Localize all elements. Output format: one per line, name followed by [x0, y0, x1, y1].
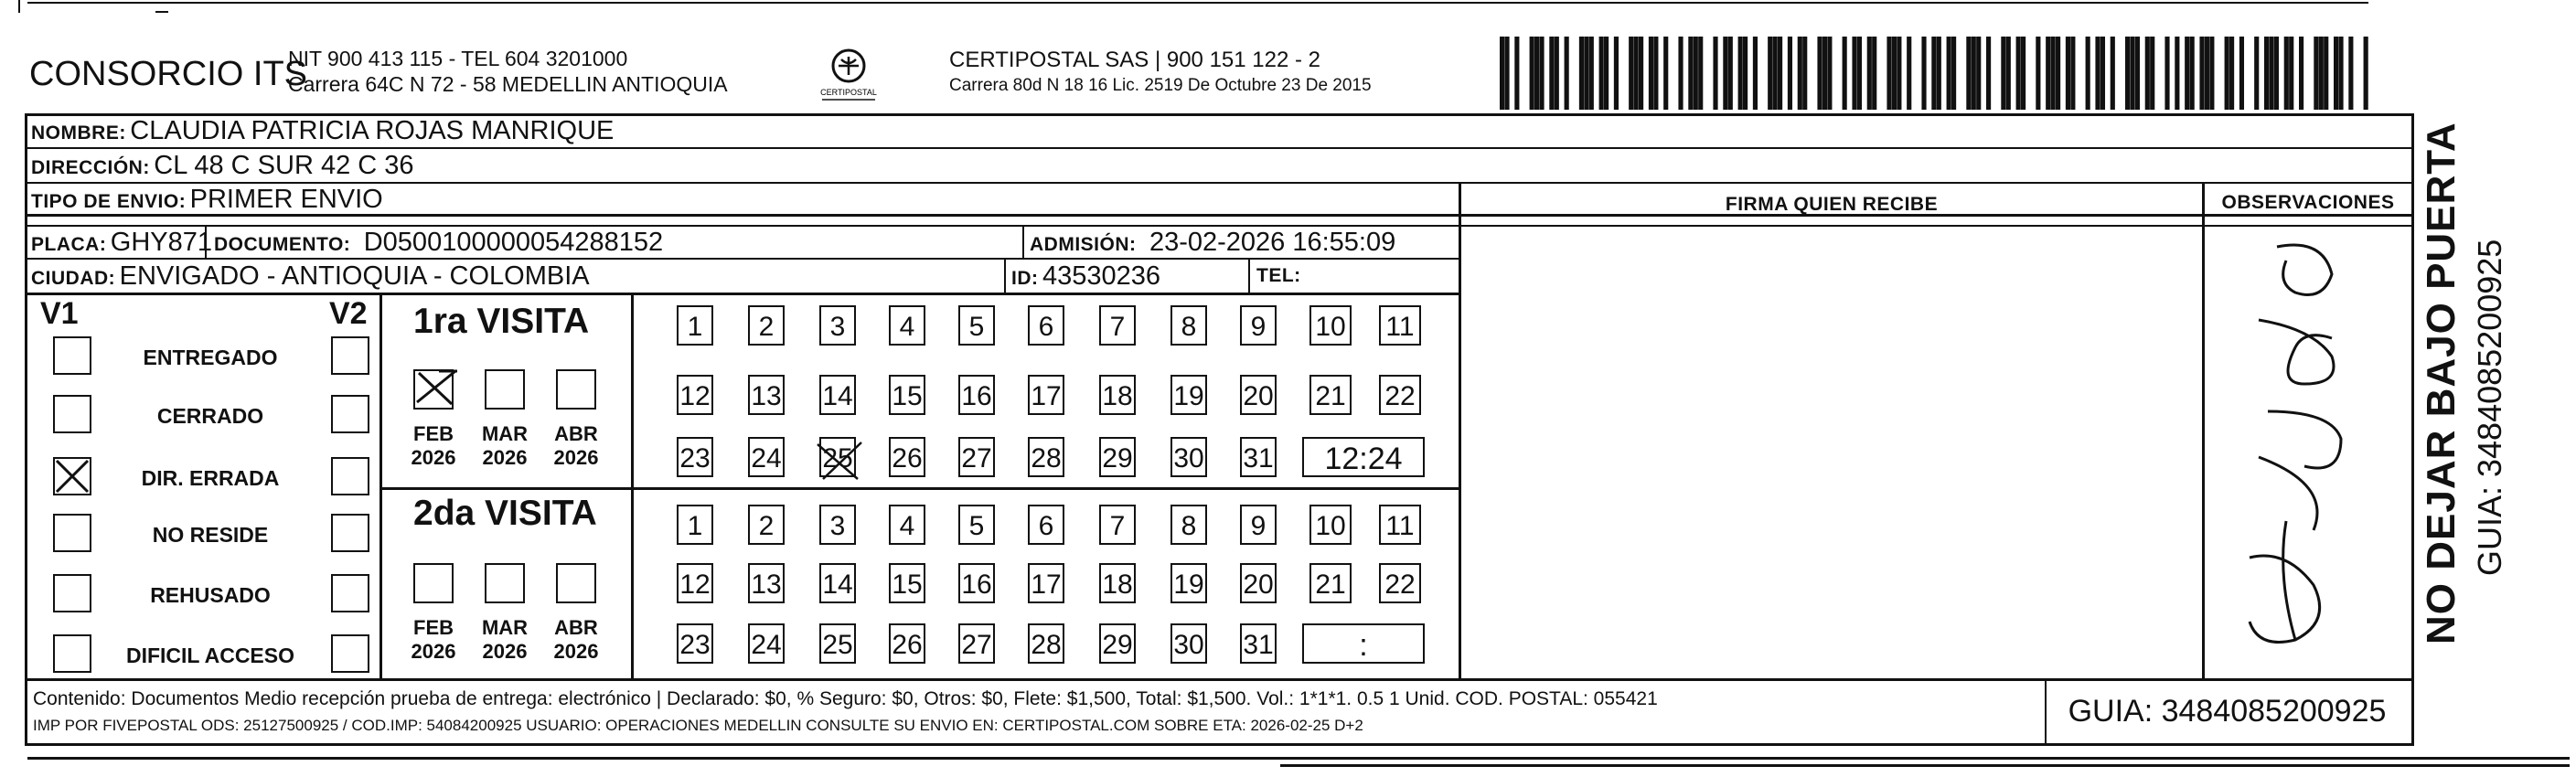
barcode-bar — [1614, 37, 1619, 110]
handwritten-signature — [2222, 229, 2405, 676]
placa-cell — [31, 228, 212, 258]
barcode-bar — [1986, 37, 1991, 110]
barcode-bar — [2016, 37, 2021, 110]
barcode-bar — [2299, 37, 2303, 110]
second-day-box[interactable]: 10 — [1309, 505, 1352, 545]
first-day-box[interactable]: 22 — [1379, 375, 1421, 415]
barcode-bar — [1555, 37, 1559, 110]
month-checkbox[interactable] — [485, 563, 525, 603]
barcode-bar — [1688, 37, 1693, 110]
barcode-bar — [2006, 37, 2011, 110]
barcode-bar — [1907, 37, 1911, 110]
documento-value: D0500100000054288152 — [363, 228, 664, 257]
barcode-bar — [1549, 37, 1554, 110]
barcode-bar — [2284, 37, 2289, 110]
first-time-box[interactable]: 12:24 — [1302, 437, 1425, 477]
barcode-bar — [2070, 37, 2075, 110]
first-day-box[interactable]: 14 — [819, 375, 856, 415]
barcode-bar — [1539, 37, 1544, 110]
grid-line — [1459, 182, 1461, 680]
first-day-box[interactable]: 30 — [1170, 437, 1207, 477]
barcode-bar — [1584, 37, 1588, 110]
barcode-bar — [2289, 37, 2293, 110]
second-visit-title: 2da VISITA — [413, 494, 597, 533]
grid-line — [25, 293, 1460, 295]
second-day-box[interactable]: 22 — [1379, 563, 1421, 603]
barcode-bar — [2001, 37, 2005, 110]
barcode-bar — [2209, 37, 2214, 110]
barcode-bar — [1852, 37, 1856, 110]
barcode-bar — [1589, 37, 1594, 110]
placa-value: GHY871 — [110, 228, 213, 257]
barcode-bar — [1639, 37, 1643, 110]
first-day-box[interactable]: 1 — [677, 305, 713, 346]
v2-label: V2 — [329, 296, 368, 331]
barcode-bar — [2185, 37, 2189, 110]
barcode-bar — [2046, 37, 2050, 110]
second-day-box[interactable]: 1 — [677, 505, 713, 545]
barcode-bar — [2348, 37, 2353, 110]
second-day-box[interactable]: 2 — [748, 505, 785, 545]
barcode-bar — [1788, 37, 1792, 110]
first-day-box[interactable]: 8 — [1170, 305, 1207, 346]
id-label: ID: — [1011, 268, 1039, 289]
first-day-box[interactable]: 27 — [958, 437, 995, 477]
side-guia: GUIA: 3484085200925 — [2471, 239, 2508, 576]
barcode-bar — [2036, 37, 2040, 110]
scan-edge — [1280, 764, 2570, 767]
barcode-bar — [1663, 37, 1668, 110]
barcode-bar — [2145, 37, 2150, 110]
first-day-box[interactable]: 2 — [748, 305, 785, 346]
barcode-bar — [1947, 37, 1951, 110]
barcode-bar — [2130, 37, 2134, 110]
second-day-box[interactable]: 18 — [1099, 563, 1136, 603]
barcode-bar — [1843, 37, 1847, 110]
second-day-box[interactable]: 6 — [1028, 505, 1064, 545]
barcode-bar — [2264, 37, 2269, 110]
second-day-box[interactable]: 23 — [677, 623, 713, 664]
second-day-box[interactable]: 26 — [889, 623, 925, 664]
barcode-bar — [1817, 37, 1822, 110]
barcode-bar — [1743, 37, 1748, 110]
dir-errada-check-mark — [53, 457, 91, 495]
first-day-box[interactable]: 26 — [889, 437, 925, 477]
barcode-bar — [2066, 37, 2070, 110]
barcode-bar — [2269, 37, 2273, 110]
option-label: NO RESIDE — [152, 523, 269, 547]
barcode-bar — [2225, 37, 2229, 110]
option-label: ENTREGADO — [143, 346, 278, 369]
barcode-bar — [1887, 37, 1891, 110]
top-rule — [27, 2, 2368, 4]
company-info — [288, 46, 728, 97]
ciudad-value: ENVIGADO - ANTIOQUIA - COLOMBIA — [119, 261, 590, 291]
grid-line — [1248, 258, 1250, 293]
second-day-box[interactable]: 21 — [1309, 563, 1352, 603]
first-day-box[interactable]: 11 — [1379, 305, 1421, 346]
ciudad-cell — [31, 261, 590, 292]
grid-line — [1022, 225, 1024, 258]
side-warning: NO DEJAR BAJO PUERTA — [2419, 122, 2464, 644]
feb-check-mark — [412, 364, 466, 411]
month-checkbox[interactable] — [413, 563, 454, 603]
barcode-bar — [1937, 37, 1941, 110]
first-day-box[interactable]: 13 — [748, 375, 785, 415]
grid-line — [631, 293, 634, 678]
second-day-box[interactable]: 28 — [1028, 623, 1064, 664]
first-day-box[interactable]: 5 — [958, 305, 995, 346]
month-label: FEB — [413, 422, 454, 445]
barcode-bar — [1822, 37, 1827, 110]
barcode-bar — [1713, 37, 1717, 110]
first-day-box[interactable]: 3 — [819, 305, 856, 346]
id-cell — [1011, 261, 1160, 292]
barcode-bar — [1802, 37, 1807, 110]
tipo-envio-row — [31, 185, 383, 215]
certipostal-logo — [817, 46, 881, 102]
option-label: DIR. ERRADA — [141, 466, 280, 490]
grid-line — [25, 225, 1460, 227]
barcode-bar — [2164, 37, 2169, 110]
second-time-box[interactable]: : — [1302, 623, 1425, 664]
barcode-bar — [1738, 37, 1743, 110]
barcode-bar — [1504, 37, 1509, 110]
grid-line — [1004, 258, 1006, 293]
admision-value: 23-02-2026 16:55:09 — [1149, 228, 1396, 257]
grid-line — [25, 147, 2411, 149]
barcode-bar — [1872, 37, 1876, 110]
barcode-bar — [2229, 37, 2234, 110]
id-value: 43530236 — [1042, 261, 1160, 291]
barcode-bar — [2199, 37, 2204, 110]
second-day-box[interactable]: 20 — [1240, 563, 1277, 603]
grid-line — [25, 113, 27, 746]
admision-cell — [1030, 228, 1395, 258]
year-label: 2026 — [411, 446, 456, 469]
second-day-box[interactable]: 14 — [819, 563, 856, 603]
first-day-box[interactable]: 25 — [819, 437, 856, 477]
month-label: MAR — [481, 422, 529, 445]
scan-mark — [155, 11, 168, 13]
barcode-bar — [1728, 37, 1733, 110]
first-day-box[interactable]: 23 — [677, 437, 713, 477]
nit-line: NIT 900 413 115 - TEL 604 3201000 — [288, 47, 628, 70]
year-label: 2026 — [553, 446, 599, 469]
company-name: CONSORCIO ITS — [29, 55, 308, 93]
second-day-box[interactable]: 11 — [1379, 505, 1421, 545]
placa-label: PLACA: — [31, 234, 107, 255]
barcode-bar — [1892, 37, 1897, 110]
second-day-box[interactable]: 19 — [1170, 563, 1207, 603]
second-day-box[interactable]: 29 — [1099, 623, 1136, 664]
first-day-box[interactable]: 16 — [958, 375, 995, 415]
barcode-bar — [1534, 37, 1539, 110]
courier-address: Carrera 80d N 18 16 Lic. 2519 De Octubre 23 De 2015 — [949, 76, 1372, 95]
month-checkbox[interactable] — [485, 369, 525, 410]
month-label: FEB — [413, 616, 454, 639]
grid-line — [25, 182, 2411, 184]
barcode-bar — [1753, 37, 1758, 110]
v1-checkbox[interactable] — [53, 336, 91, 375]
barcode-bar — [2095, 37, 2100, 110]
barcode-bar — [1778, 37, 1782, 110]
month-checkbox[interactable] — [556, 369, 596, 410]
barcode-bar — [1768, 37, 1772, 110]
barcode-bar — [1634, 37, 1639, 110]
direccion-row — [31, 151, 414, 181]
barcode-bar — [1951, 37, 1956, 110]
barcode — [1500, 37, 2368, 110]
barcode-bar — [2125, 37, 2130, 110]
barcode-bar — [2338, 37, 2343, 110]
second-day-box[interactable]: 17 — [1028, 563, 1064, 603]
first-day-box[interactable]: 4 — [889, 305, 925, 346]
barcode-bar — [1604, 37, 1609, 110]
contenido-line: Contenido: Documentos Medio recepción prueba de entrega: electrónico | Declarado: $0, % Seguro: $0, Otros: $0, Flete: $1,500, Total: $1,500. Vol.: 1*1*1. 0.5 1 Unid. COD. POSTAL: 055421 — [33, 688, 1658, 709]
tel-cell — [1256, 265, 1301, 287]
v2-checkbox[interactable] — [331, 457, 369, 495]
v1-checkbox[interactable] — [53, 514, 91, 552]
barcode-bar — [1565, 37, 1569, 110]
barcode-bar — [1649, 37, 1653, 110]
second-day-box[interactable]: 24 — [748, 623, 785, 664]
option-label: REHUSADO — [150, 583, 271, 607]
tipo-envio-label: TIPO DE ENVIO: — [31, 191, 187, 212]
first-day-box[interactable]: 17 — [1028, 375, 1064, 415]
first-day-box[interactable]: 21 — [1309, 375, 1352, 415]
second-day-box[interactable]: 27 — [958, 623, 995, 664]
v1-checkbox[interactable] — [53, 634, 91, 673]
second-day-box[interactable]: 16 — [958, 563, 995, 603]
tel-label: TEL: — [1256, 265, 1301, 286]
courier-line: CERTIPOSTAL SAS | 900 151 122 - 2 — [949, 48, 1320, 72]
second-day-box[interactable]: 25 — [819, 623, 856, 664]
v2-checkbox[interactable] — [331, 336, 369, 375]
month-checkbox[interactable] — [556, 563, 596, 603]
grid-line — [1461, 225, 2411, 227]
barcode-bar — [2056, 37, 2060, 110]
v2-checkbox[interactable] — [331, 514, 369, 552]
first-day-box[interactable]: 28 — [1028, 437, 1064, 477]
first-day-box[interactable]: 6 — [1028, 305, 1064, 346]
barcode-bar — [1653, 37, 1658, 110]
barcode-bar — [2021, 37, 2026, 110]
observaciones-header: OBSERVACIONES — [2221, 192, 2395, 213]
barcode-bar — [2111, 37, 2115, 110]
month-label: ABR — [554, 422, 598, 445]
second-day-box[interactable]: 30 — [1170, 623, 1207, 664]
barcode-bar — [2205, 37, 2209, 110]
barcode-bar — [1773, 37, 1778, 110]
second-day-box[interactable]: 8 — [1170, 505, 1207, 545]
barcode-bar — [1857, 37, 1862, 110]
barcode-bar — [2334, 37, 2338, 110]
barcode-bar — [2135, 37, 2140, 110]
grid-line — [2411, 113, 2414, 746]
grid-line — [25, 678, 2411, 681]
barcode-bar — [2319, 37, 2324, 110]
first-day-box[interactable]: 15 — [889, 375, 925, 415]
direccion-label: DIRECCIÓN: — [31, 157, 150, 178]
first-day-box[interactable]: 20 — [1240, 375, 1277, 415]
imp-line: IMP POR FIVEPOSTAL ODS: 25127500925 / COD.IMP: 54084200925 USUARIO: OPERACIONES MEDELLIN CONSULTE SU ENVIO EN: CERTIPOSTAL.COM SOBRE ETA: 2026-02-25 D+2 — [33, 717, 1363, 734]
grid-line — [379, 293, 382, 678]
first-day-box[interactable]: 29 — [1099, 437, 1136, 477]
barcode-bar — [1698, 37, 1703, 110]
first-day-box[interactable]: 9 — [1240, 305, 1277, 346]
documento-label: DOCUMENTO: — [214, 234, 351, 255]
barcode-bar — [1530, 37, 1534, 110]
guia-number: GUIA: 3484085200925 — [2068, 694, 2387, 729]
barcode-bar — [1678, 37, 1683, 110]
barcode-bar — [2086, 37, 2090, 110]
barcode-bar — [2190, 37, 2195, 110]
barcode-bar — [2314, 37, 2318, 110]
second-day-box[interactable]: 9 — [1240, 505, 1277, 545]
barcode-bar — [1972, 37, 1976, 110]
year-label: 2026 — [482, 446, 528, 469]
grid-line — [379, 487, 1459, 490]
v1-checkbox[interactable] — [53, 395, 91, 433]
nombre-value: CLAUDIA PATRICIA ROJAS MANRIQUE — [130, 116, 615, 145]
barcode-bar — [1579, 37, 1584, 110]
logo-text: CERTIPOSTAL — [820, 88, 877, 97]
month-label: ABR — [554, 616, 598, 639]
first-visit-title: 1ra VISITA — [413, 302, 590, 341]
year-label: 2026 — [553, 640, 599, 663]
admision-label: ADMISIÓN: — [1030, 234, 1137, 255]
barcode-bar — [2150, 37, 2154, 110]
option-label: CERRADO — [156, 404, 264, 428]
barcode-bar — [2051, 37, 2056, 110]
barcode-bar — [1798, 37, 1802, 110]
company-address: Carrera 64C N 72 - 58 MEDELLIN ANTIOQUIA — [288, 72, 728, 96]
barcode-bar — [1723, 37, 1727, 110]
first-day-box[interactable]: 24 — [748, 437, 785, 477]
first-day-box[interactable]: 31 — [1240, 437, 1277, 477]
barcode-bar — [1629, 37, 1633, 110]
barcode-bar — [2254, 37, 2259, 110]
barcode-bar — [1827, 37, 1832, 110]
scan-edge — [27, 757, 2570, 760]
grid-line — [2202, 182, 2205, 680]
ciudad-label: CIUDAD: — [31, 268, 116, 289]
first-day-box[interactable]: 12 — [677, 375, 713, 415]
second-day-box[interactable]: 15 — [889, 563, 925, 603]
year-label: 2026 — [482, 640, 528, 663]
tipo-envio-value: PRIMER ENVIO — [189, 185, 383, 214]
second-day-box[interactable]: 4 — [889, 505, 925, 545]
barcode-bar — [2324, 37, 2328, 110]
first-day-box[interactable]: 10 — [1309, 305, 1352, 346]
v2-checkbox[interactable] — [331, 395, 369, 433]
barcode-bar — [2239, 37, 2244, 110]
barcode-bar — [1976, 37, 1981, 110]
grid-line — [25, 258, 1460, 260]
second-day-box[interactable]: 3 — [819, 505, 856, 545]
second-day-box[interactable]: 5 — [958, 505, 995, 545]
direccion-value: CL 48 C SUR 42 C 36 — [154, 151, 414, 180]
courier-info — [949, 48, 1372, 99]
barcode-bar — [1897, 37, 1901, 110]
first-day-box[interactable]: 19 — [1170, 375, 1207, 415]
second-day-box[interactable]: 31 — [1240, 623, 1277, 664]
nombre-row — [31, 116, 614, 146]
barcode-bar — [1867, 37, 1872, 110]
option-label: DIFICIL ACCESO — [125, 644, 294, 667]
month-label: MAR — [481, 616, 529, 639]
second-day-box[interactable]: 7 — [1099, 505, 1136, 545]
second-day-box[interactable]: 12 — [677, 563, 713, 603]
year-label: 2026 — [411, 640, 456, 663]
second-day-box[interactable]: 13 — [748, 563, 785, 603]
barcode-bar — [1514, 37, 1519, 110]
grid-line — [25, 743, 2413, 746]
barcode-bar — [2175, 37, 2179, 110]
first-day-box[interactable]: 7 — [1099, 305, 1136, 346]
v2-checkbox[interactable] — [331, 574, 369, 612]
barcode-bar — [1966, 37, 1971, 110]
barcode-bar — [2274, 37, 2279, 110]
v1-checkbox[interactable] — [53, 574, 91, 612]
barcode-bar — [1500, 37, 1504, 110]
barcode-bar — [1694, 37, 1698, 110]
barcode-bar — [2364, 37, 2368, 110]
nombre-label: NOMBRE: — [31, 122, 126, 144]
v1-label: V1 — [40, 296, 79, 331]
day-25-mark — [814, 437, 869, 484]
barcode-bar — [1921, 37, 1926, 110]
barcode-bar — [1599, 37, 1604, 110]
firma-header: FIRMA QUIEN RECIBE — [1725, 194, 1939, 215]
scan-mark — [18, 0, 20, 13]
first-day-box[interactable]: 18 — [1099, 375, 1136, 415]
barcode-bar — [2100, 37, 2105, 110]
logo-icon — [817, 46, 881, 102]
documento-cell — [214, 228, 663, 258]
v2-checkbox[interactable] — [331, 634, 369, 673]
barcode-bar — [1931, 37, 1936, 110]
